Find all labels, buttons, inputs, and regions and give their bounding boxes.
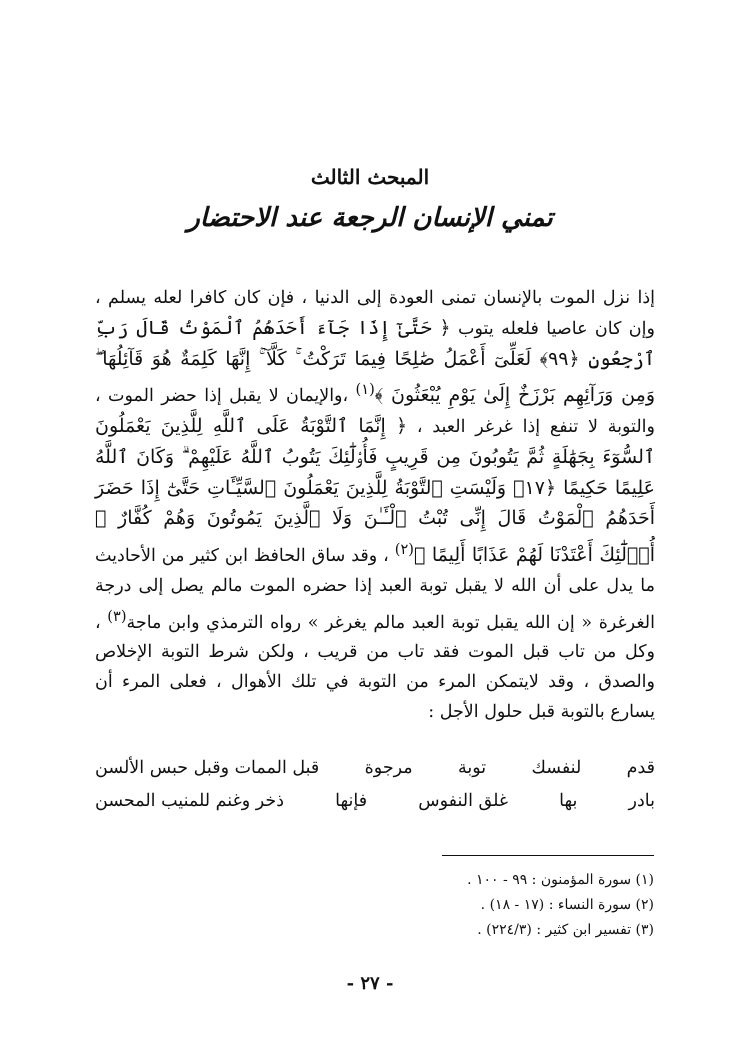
section-subtitle: تمني الإنسان الرجعة عند الاحتضار [187, 203, 553, 233]
poem-word: بها [559, 791, 578, 811]
poem [95, 752, 655, 818]
footnote-ref-1: (١) [355, 381, 375, 399]
poem-word: قبل الممات وقبل حبس الألسن [95, 758, 320, 778]
paragraph-2: ،والإيمان لا يقبل إذا حضر الموت ، والتوبة لا تنفع إذا غرغر العبد ، [95, 386, 655, 438]
footnote-ref-3: (٣) [107, 607, 127, 625]
poem-word: بادر [628, 791, 655, 811]
poem-word: فإنها [335, 791, 368, 811]
section-heading: المبحث الثالث [310, 165, 430, 189]
poem-line [95, 752, 655, 785]
poem-word: قدم [626, 758, 655, 778]
footnote: (٣) تفسير ابن كثير : (٢٢٤/٣) . [477, 922, 654, 938]
footnote: (٢) سورة النساء : (١٧ - ١٨) . [480, 897, 654, 913]
poem-word: توبة [457, 758, 487, 778]
poem-word: لنفسك [531, 758, 582, 778]
paragraph [95, 284, 655, 728]
body-text [95, 284, 655, 728]
page-number: - ٢٧ - [346, 973, 394, 994]
poem-word: ذخر وغنم للمنيب المحسن [95, 791, 285, 811]
paragraph-3b: ، وكل من تاب قبل الموت فقد تاب من قريب ، ولكن شرط التوبة الإخلاص والصدق ، وقد لايتمكن المرء من التوبة في تلك الأهوال ، فعلى المرء أن يسارع بالتوبة قبل حلول الأجل : [95, 612, 655, 722]
poem-line [95, 785, 655, 818]
paragraph-3a: ، وقد ساق الحافظ ابن كثير من الأحاديث ما يدل على أن الله لا يقبل توبة العبد إذا حضره الموت مالم يصل إلى درجة الغرغرة « إن الله يقبل توبة العبد مالم يغرغر » رواه الترمذي وابن ماجة [95, 546, 655, 633]
paragraph-1: إذا نزل الموت بالإنسان تمنى العودة إلى الدنيا ، فإن كان كافرا لعله يسلم ، وإن كان عاصيا فلعله يتوب [95, 288, 655, 339]
poem-word: مرجوة [364, 758, 413, 778]
footnote: (١) سورة المؤمنون : ٩٩ - ١٠٠ . [467, 872, 654, 888]
poem-word: غلق النفوس [418, 791, 509, 811]
quran-verse-1: ﴿ حَتَّىٰٓ إِذَا جَآءَ أَحَدَهُمُ ٱلْمَوْتُ قَالَ رَبِّ ٱرْجِعُونِ ﴿٩٩﴾ لَعَلِّىٓ أَعْمَلُ صَٰلِحًا فِيمَا تَرَكْتُ ۚ كَلَّآ ۚ إِنَّهَا كَلِمَةٌ هُوَ قَآئِلُهَا ۖ وَمِن وَرَآئِهِم بَرْزَخٌ إِلَىٰ يَوْمِ يُبْعَثُونَ ﴾ [95, 316, 655, 407]
quran-verse-2: ﴿ إِنَّمَا ٱلتَّوْبَةُ عَلَى ٱللَّهِ لِلَّذِينَ يَعْمَلُونَ ٱلسُّوٓءَ بِجَهَٰلَةٍ ثُمَّ يَتُوبُونَ مِن قَرِيبٍ فَأُو۟لَٰٓئِكَ يَتُوبُ ٱللَّهُ عَلَيْهِمْ ۗ وَكَانَ ٱللَّهُ عَلِيمًا حَكِيمًا ﴿١٧﴾ وَلَيْسَتِ ٱلتَّوْبَةُ لِلَّذِينَ يَعْمَلُونَ ٱلسَّيِّـَٔاتِ حَتَّىٰٓ إِذَا حَضَرَ أَحَدَهُمُ ٱلْمَوْتُ قَالَ إِنِّى تُبْتُ ٱلْـَٔـٰنَ وَلَا ٱلَّذِينَ يَمُوتُونَ وَهُمْ كُفَّارٌ ۚ أُو۟لَٰٓئِكَ أَعْتَدْنَا لَهُمْ عَذَابًا أَلِيمًا ﴾ [95, 415, 655, 567]
footnotes [380, 868, 654, 943]
footnote-divider [442, 855, 654, 856]
footnote-ref-2: (٢) [394, 541, 414, 559]
